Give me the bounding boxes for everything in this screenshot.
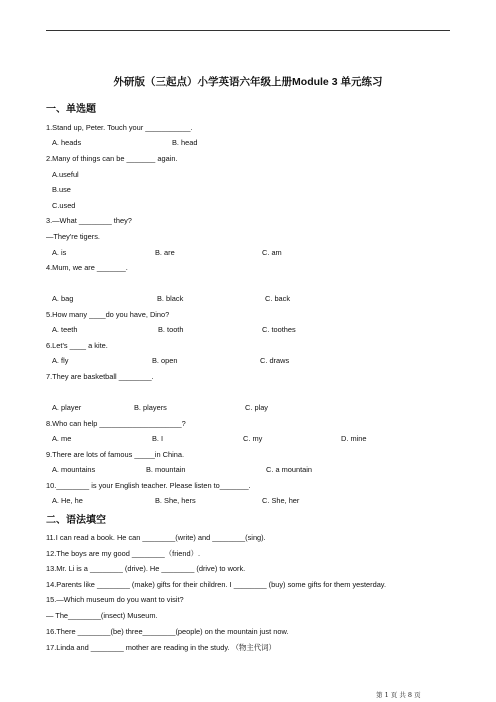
question-11: 11.I can read a book. He can ________(write) and ________(sing).	[46, 533, 266, 542]
q5-option-a: A. teeth	[52, 325, 78, 334]
q9-option-b: B. mountain	[146, 465, 186, 474]
section-heading-single-choice: 一、单选题	[46, 104, 96, 115]
question-1: 1.Stand up, Peter. Touch your ___________.	[46, 123, 193, 132]
q10-option-a: A. He, he	[52, 496, 83, 505]
question-3-reply: —They're tigers.	[46, 232, 100, 241]
q2-option-b: B.use	[52, 185, 71, 194]
question-4: 4.Mum, we are _______.	[46, 263, 128, 272]
q1-option-b: B. head	[172, 138, 198, 147]
question-12: 12.The boys are my good ________（friend）.	[46, 549, 201, 558]
page-title: 外研版（三起点）小学英语六年级上册Module 3 单元练习	[113, 76, 383, 88]
q1-option-a: A. heads	[52, 138, 82, 147]
question-6: 6.Let's ____ a kite.	[46, 341, 108, 350]
q8-option-b: B. I	[152, 434, 164, 443]
q4-option-c: C. back	[265, 294, 291, 303]
q6-option-a: A. fly	[52, 356, 69, 365]
q4-option-b: B. black	[157, 294, 184, 303]
question-2: 2.Many of things can be _______ again.	[46, 154, 178, 163]
q6-option-c: C. draws	[260, 356, 290, 365]
q5-option-c: C. toothes	[262, 325, 296, 334]
q8-option-c: C. my	[243, 434, 263, 443]
question-17: 17.Linda and ________ mother are reading in the study. （物主代词）	[46, 643, 276, 652]
question-8: 8.Who can help ____________________?	[46, 419, 186, 428]
question-5: 5.How many ____do you have, Dino?	[46, 310, 170, 319]
question-15: 15.—Which museum do you want to visit?	[46, 595, 184, 604]
question-3: 3.—What ________ they?	[46, 216, 132, 225]
q8-option-a: A. me	[52, 434, 72, 443]
q9-option-a: A. mountains	[52, 465, 96, 474]
q7-option-b: B. players	[134, 403, 167, 412]
section-heading-grammar-fill: 二、语法填空	[46, 515, 106, 526]
header-rule	[46, 30, 450, 31]
question-7: 7.They are basketball ________.	[46, 372, 154, 381]
q2-option-a: A.useful	[52, 170, 79, 179]
q3-option-a: A. is	[52, 248, 67, 257]
q3-option-c: C. am	[262, 248, 282, 257]
q3-option-b: B. are	[155, 248, 175, 257]
q5-option-b: B. tooth	[158, 325, 184, 334]
q9-option-c: C. a mountain	[266, 465, 313, 474]
question-15-reply: — The________(insect) Museum.	[46, 611, 158, 620]
question-9: 9.There are lots of famous _____in China.	[46, 450, 185, 459]
question-16: 16.There ________(be) three________(people) on the mountain just now.	[46, 627, 289, 636]
q7-option-a: A. player	[52, 403, 82, 412]
page-number: 第 1 页 共 8 页	[376, 691, 421, 699]
question-13: 13.Mr. Li is a ________ (drive). He ________ (drive) to work.	[46, 564, 246, 573]
question-10: 10.________ is your English teacher. Please listen to_______.	[46, 481, 251, 490]
q2-option-c: C.used	[52, 201, 76, 210]
q8-option-d: D. mine	[341, 434, 367, 443]
q7-option-c: C. play	[245, 403, 269, 412]
q6-option-b: B. open	[152, 356, 178, 365]
q10-option-c: C. She, her	[262, 496, 300, 505]
question-14: 14.Parents like ________ (make) gifts for their children. I ________ (buy) some gifts for them yesterday.	[46, 580, 387, 589]
q10-option-b: B. She, hers	[155, 496, 196, 505]
q4-option-a: A. bag	[52, 294, 74, 303]
